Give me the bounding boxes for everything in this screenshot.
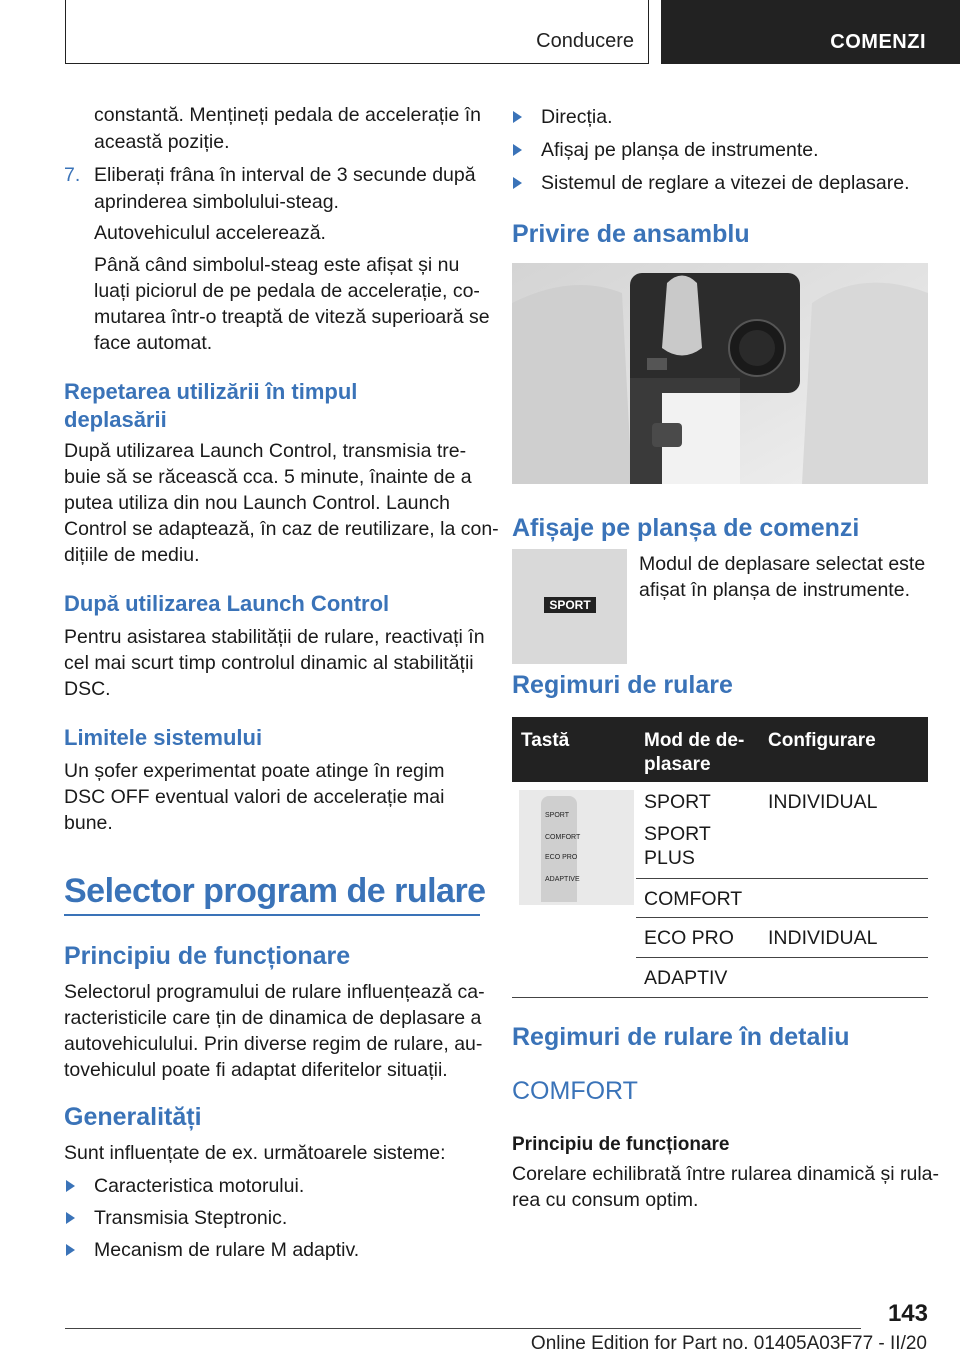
paragraph-line: Corelare echilibrată între rularea dinamică și rula- [512, 1163, 940, 1185]
step-note-line: mutarea într-o treaptă de viteză superioară se [94, 306, 490, 328]
paragraph-line: bune. [64, 812, 113, 834]
paragraph-line: Sunt influențate de ex. următoarele sisteme: [64, 1142, 446, 1164]
page-number: 143 [887, 1300, 928, 1327]
table-cell-mode: SPORT [644, 823, 711, 845]
header-section-title: Conducere [536, 30, 634, 52]
step-note-line: luați piciorul de pe pedala de accelerație, co- [94, 280, 480, 302]
column-header-mode-cont: plasare [644, 754, 711, 775]
button-label: ECO PRO [545, 854, 578, 861]
paragraph-line: autovehiculului. Prin diverse regim de rulare, au- [64, 1033, 483, 1055]
heading-comfort: COMFORT [512, 1077, 638, 1105]
instrument-display-photo [512, 549, 627, 664]
bullet-triangle-icon [513, 177, 522, 189]
step-note-line: Până când simbolul-steag este afișat și nu [94, 254, 460, 276]
step-note-line: face automat. [94, 332, 213, 354]
paragraph-line: Control se adaptează, în caz de reutilizare, la con- [64, 518, 499, 540]
heading-principle-small: Principiu de funcționare [512, 1134, 730, 1155]
table-row-divider [636, 957, 928, 958]
header-chapter-box [661, 0, 960, 64]
heading-modes: Regimuri de rulare [512, 671, 733, 699]
paragraph-line: putea utiliza din nou Launch Control. Launch [64, 492, 450, 514]
button-label: SPORT [545, 812, 569, 819]
table-cell-mode-cont: PLUS [644, 847, 695, 869]
paragraph-line: DSC OFF eventual valori de accelerație mai [64, 786, 445, 808]
heading-repeat-cont: deplasării [64, 407, 167, 432]
table-cell-mode: ECO PRO [644, 927, 734, 949]
paragraph-line: tovehiculul poate fi adaptat diferitelor situații. [64, 1059, 448, 1081]
table-cell-config: INDIVIDUAL [768, 791, 878, 813]
table-cell-mode: COMFORT [644, 888, 743, 910]
column-header-config: Configurare [768, 730, 876, 751]
table-row-divider [636, 917, 928, 918]
heading-rule [64, 914, 480, 916]
footer-rule [65, 1328, 861, 1329]
step-number: 7. [64, 164, 81, 186]
list-item: Mecanism de rulare M adaptiv. [94, 1239, 360, 1261]
step-result: Autovehiculul accelerează. [94, 222, 326, 244]
heading-detail: Regimuri de rulare în detaliu [512, 1023, 850, 1051]
continued-text-line: această poziție. [94, 131, 230, 153]
list-item: Direcția. [541, 106, 613, 128]
table-row-divider [636, 878, 928, 879]
heading-repeat: Repetarea utilizării în timpul [64, 379, 358, 404]
bullet-triangle-icon [513, 144, 522, 156]
paragraph-line: racteristicile care țin de dinamica de deplasare a [64, 1007, 482, 1029]
continued-text-line: constantă. Mențineți pedala de accelerație în [94, 104, 482, 126]
column-header-mode: Mod de de- [644, 730, 745, 751]
paragraph-line: După utilizarea Launch Control, transmisia tre- [64, 440, 467, 462]
sport-badge: SPORT [544, 597, 596, 613]
paragraph-line: DSC. [64, 678, 111, 700]
bullet-triangle-icon [66, 1212, 75, 1224]
paragraph-line: afișat în planșa de instrumente. [639, 579, 910, 601]
paragraph-line: Selectorul programului de rulare influențează ca- [64, 981, 485, 1003]
mode-buttons-photo [519, 790, 634, 905]
heading-principle: Principiu de funcționare [64, 942, 351, 970]
table-cell-config: INDIVIDUAL [768, 927, 878, 949]
step-text-line: Eliberați frâna în interval de 3 secunde după [94, 164, 476, 186]
button-label: COMFORT [545, 834, 581, 841]
list-item: Afișaj pe planșa de instrumente. [541, 139, 819, 161]
step-text-line: aprinderea simbolului-steag. [94, 191, 339, 213]
button-label: ADAPTIVE [545, 876, 580, 883]
list-item: Caracteristica motorului. [94, 1175, 305, 1197]
table-cell-mode: ADAPTIV [644, 967, 728, 989]
paragraph-line: cel mai scurt timp controlul dinamic al stabilității [64, 652, 474, 674]
heading-overview: Privire de ansamblu [512, 220, 750, 248]
footer-edition: Online Edition for Part no. 01405A03F77 - II/20 [530, 1333, 927, 1354]
table-bottom-border [512, 997, 928, 998]
column-header-key: Tastă [521, 730, 570, 751]
paragraph-line: Modul de deplasare selectat este [639, 553, 926, 575]
heading-after-launch: După utilizarea Launch Control [64, 591, 390, 616]
heading-limits: Limitele sistemului [64, 725, 263, 750]
table-cell-mode: SPORT [644, 791, 711, 813]
header-section-box [65, 0, 649, 64]
header-chapter-title: COMENZI [830, 31, 926, 53]
list-item: Sistemul de reglare a vitezei de deplasare. [541, 172, 910, 194]
heading-display: Afișaje pe planșa de comenzi [512, 514, 860, 542]
heading-selector: Selector program de rulare [64, 872, 486, 910]
bullet-triangle-icon [66, 1244, 75, 1256]
list-item: Transmisia Steptronic. [94, 1207, 288, 1229]
bullet-triangle-icon [513, 111, 522, 123]
paragraph-line: dițiile de mediu. [64, 544, 200, 566]
paragraph-line: rea cu consum optim. [512, 1189, 699, 1211]
center-console-photo [512, 263, 928, 484]
heading-general: Generalități [64, 1103, 202, 1131]
paragraph-line: Pentru asistarea stabilității de rulare, reactivați în [64, 626, 485, 648]
paragraph-line: buie să se răcească cca. 5 minute, înainte de a [64, 466, 472, 488]
paragraph-line: Un șofer experimentat poate atinge în regim [64, 760, 445, 782]
bullet-triangle-icon [66, 1180, 75, 1192]
modes-table-header [512, 717, 928, 782]
